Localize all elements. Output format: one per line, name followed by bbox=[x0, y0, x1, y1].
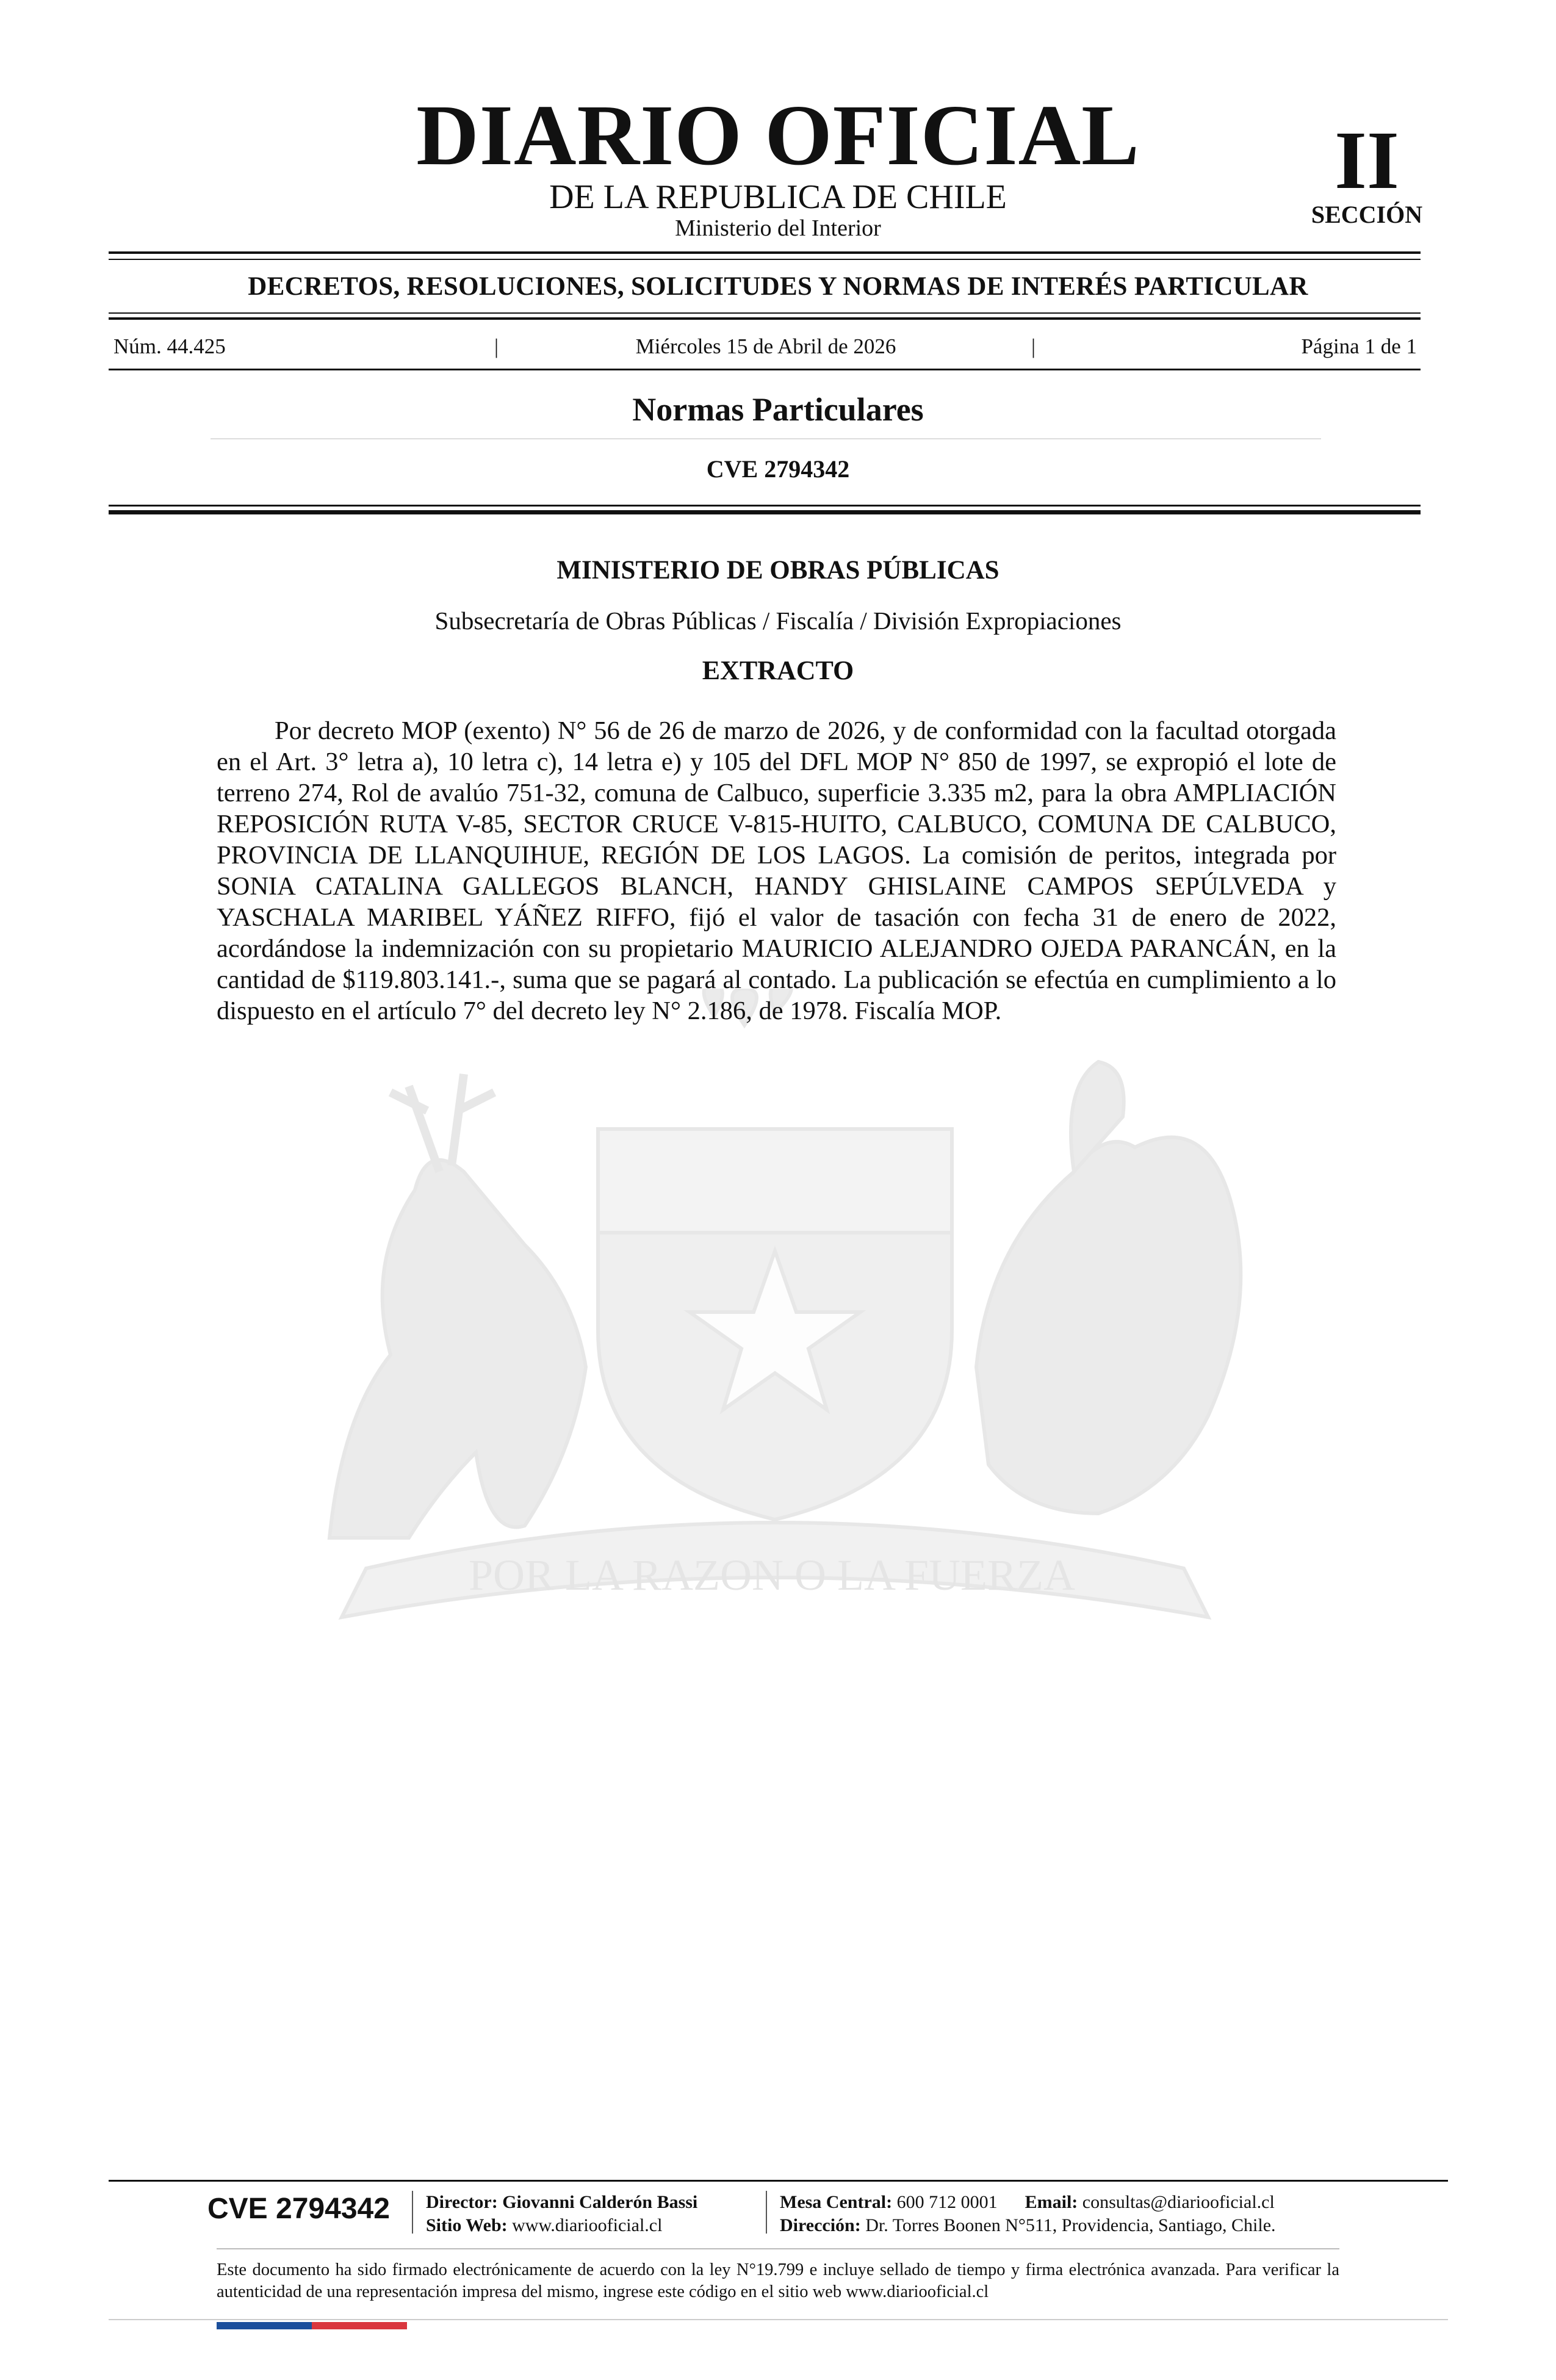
footer-divider bbox=[217, 2248, 1339, 2249]
flag-stripe-red bbox=[312, 2322, 407, 2329]
website-link[interactable]: www.diariooficial.cl bbox=[512, 2215, 663, 2235]
address-label: Dirección: bbox=[780, 2215, 861, 2235]
director-value: Giovanni Calderón Bassi bbox=[502, 2192, 698, 2212]
footer-separator bbox=[766, 2191, 767, 2234]
issue-date: Miércoles 15 de Abril de 2026 bbox=[635, 334, 896, 358]
issuing-ministry: MINISTERIO DE OBRAS PÚBLICAS bbox=[556, 556, 1000, 585]
rule-top-1 bbox=[109, 251, 1421, 254]
meta-separator: | bbox=[494, 334, 499, 358]
category-divider bbox=[211, 438, 1321, 439]
rule-meta bbox=[109, 369, 1421, 370]
masthead-subtitle: DE LA REPUBLICA DE CHILE bbox=[549, 178, 1007, 216]
section-label: SECCIÓN bbox=[1311, 201, 1423, 228]
email-label: Email: bbox=[1025, 2192, 1078, 2212]
footer-separator bbox=[412, 2191, 413, 2234]
rule-mid-2 bbox=[109, 317, 1421, 320]
masthead-title: DIARIO OFICIAL bbox=[416, 87, 1140, 183]
legal-notice: Este documento ha sido firmado electrónicamente de acuerdo con la ley N°19.799 e incluye sellado de tiempo y firma electrónica avanzada. Para verificar la autenticidad de una representación impresa del mismo, ingrese este código en el sitio web www.diariooficial.cl bbox=[217, 2260, 1339, 2301]
issuing-department: Subsecretaría de Obras Públicas / Fiscalía / División Expropiaciones bbox=[434, 607, 1122, 635]
issue-number: Núm. 44.425 bbox=[113, 334, 226, 358]
section-title: DECRETOS, RESOLUCIONES, SOLICITUDES Y NORMAS DE INTERÉS PARTICULAR bbox=[248, 272, 1308, 301]
footer-website bbox=[426, 2214, 662, 2237]
masthead-ministry: Ministerio del Interior bbox=[675, 215, 881, 241]
footer-director bbox=[426, 2191, 697, 2214]
website-label: Sitio Web: bbox=[426, 2215, 508, 2235]
meta-separator: | bbox=[1031, 334, 1036, 358]
director-label: Director: bbox=[426, 2192, 498, 2212]
rule-mid-1 bbox=[109, 312, 1421, 314]
page-indicator: Página 1 de 1 bbox=[1301, 334, 1417, 358]
phone-value: 600 712 0001 bbox=[896, 2192, 998, 2212]
section-number: II bbox=[1334, 115, 1399, 206]
rule-cve-1 bbox=[109, 505, 1421, 507]
phone-label: Mesa Central: bbox=[780, 2192, 893, 2212]
email-link[interactable]: consultas@diariooficial.cl bbox=[1082, 2192, 1275, 2212]
footer-address bbox=[780, 2214, 1276, 2237]
coat-of-arms-icon bbox=[207, 989, 1336, 1660]
document-heading: EXTRACTO bbox=[702, 655, 854, 685]
address-value: Dr. Torres Boonen N°511, Providencia, Santiago, Chile. bbox=[865, 2215, 1276, 2235]
rule-cve-2 bbox=[109, 510, 1421, 514]
flag-stripe-blue bbox=[217, 2322, 312, 2329]
footer-contact bbox=[780, 2191, 1275, 2214]
cve-code: CVE 2794342 bbox=[706, 455, 850, 483]
rule-top-2 bbox=[109, 259, 1421, 260]
motto-text: POR LA RAZON O LA FUERZA bbox=[468, 1551, 1076, 1599]
footer-rule-top bbox=[109, 2180, 1448, 2182]
document-body: Por decreto MOP (exento) N° 56 de 26 de marzo de 2026, y de conformidad con la facultad otorgada en el Art. 3° letra a), 10 letra c), 14 letra e) y 105 del DFL MOP N° 850 de 1997, se expropió el lote de terreno 274, Rol de avalúo 751-32, comuna de Calbuco, superficie 3.335 m2, para la obra AMPLIACIÓN REPOSICIÓN RUTA V-85, SECTOR CRUCE V-815-HUITO, CALBUCO, COMUNA DE CALBUCO, PROVINCIA DE LLANQUIHUE, REGIÓN DE LOS LAGOS. La comisión de peritos, integrada por SONIA CATALINA GALLEGOS BLANCH, HANDY GHISLAINE CAMPOS SEPÚLVEDA y YASCHALA MARIBEL YÁÑEZ RIFFO, fijó el valor de tasación con fecha 31 de enero de 2022, acordándose la indemnización con su propietario MAURICIO ALEJANDRO OJEDA PARANCÁN, en la cantidad de $119.803.141.-, suma que se pagará al contado. La publicación se efectúa en cumplimiento a lo dispuesto en el artículo 7° del decreto ley N° 2.186, de 1978. Fiscalía MOP. bbox=[217, 716, 1336, 1025]
footer-cve-code: CVE 2794342 bbox=[207, 2193, 390, 2225]
category-title: Normas Particulares bbox=[632, 391, 924, 428]
footer-rule-bottom bbox=[109, 2319, 1448, 2320]
